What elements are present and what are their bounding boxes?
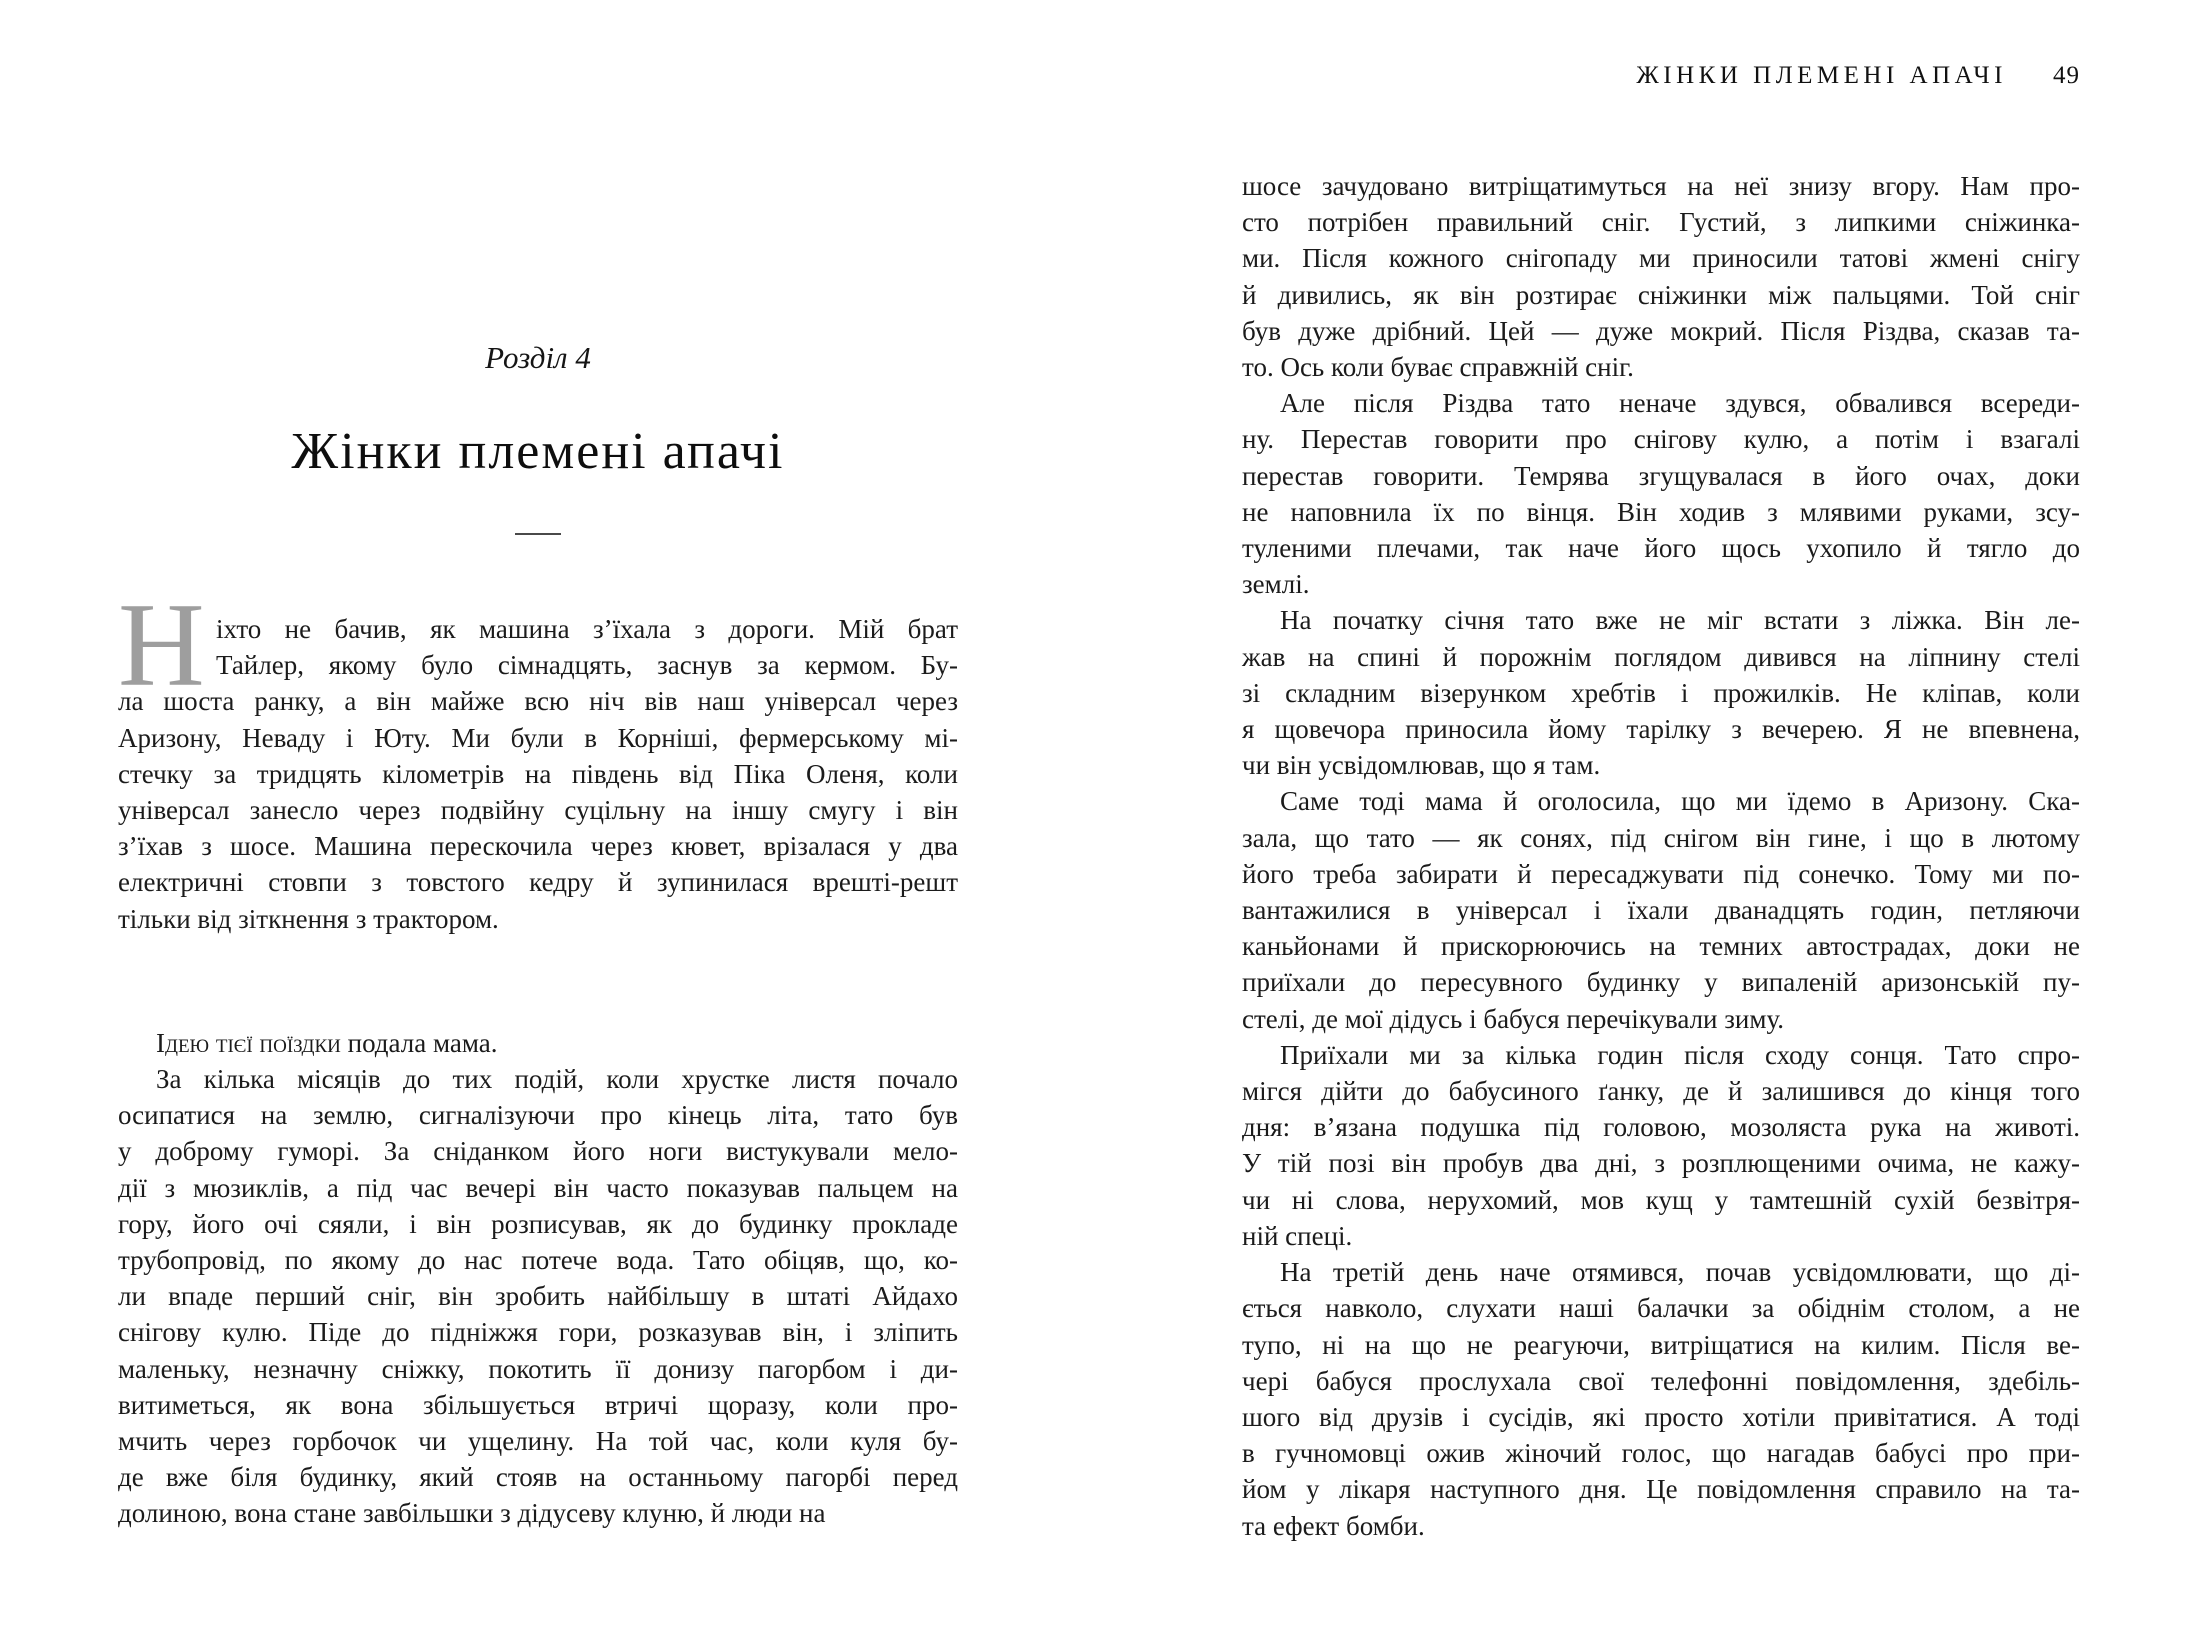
- text-line: жав на спині й порожнім поглядом дивився на ліпнину стелі: [1242, 641, 2080, 672]
- body-paragraph: [1242, 385, 2080, 602]
- text-line: маленьку, незначну сніжку, покотить її донизу пагорбом і ди-: [118, 1353, 958, 1384]
- text-line: чи ні слова, нерухомий, мов кущ у тамтешній сухій безвітря-: [1242, 1184, 2080, 1215]
- text-line: гору, його очі сяяли, і він розписував, як до будинку прокладе: [118, 1208, 958, 1239]
- text-line: чи він усвідомлював, що я там.: [1242, 750, 1601, 781]
- text-line: тупо, ні на що не реагуючи, витріщатися на килим. Після ве-: [1242, 1329, 2080, 1360]
- text-line: мігся дійти до бабусиного ґанку, де й залишився до кінця того: [1242, 1076, 2080, 1107]
- left-body-text: [118, 578, 958, 1532]
- text-line: перестав говорити. Темрява згущувалася в його очах, доки: [1242, 460, 2080, 491]
- text-line: у доброму гуморі. За сніданком його ноги вистукували мело-: [118, 1136, 958, 1167]
- text-line: стелі, де мої дідусь і бабуся перечікували зиму.: [1242, 1003, 1785, 1034]
- text-line: сто потрібен правильний сніг. Густий, з липкими сніжинка-: [1242, 207, 2080, 238]
- text-line: шосе зачудовано витріщатимуться на неї знизу вгору. Нам про-: [1242, 171, 2080, 201]
- body-paragraph: [1242, 168, 2080, 385]
- text-line: був дуже дрібний. Цей — дуже мокрий. Після Різдва, сказав та-: [1242, 315, 2080, 346]
- text-line: де вже біля будинку, який стояв на останньому пагорбі перед: [118, 1462, 958, 1493]
- body-paragraph: [1242, 783, 2080, 1036]
- chapter-title: Жінки племені апачі: [291, 423, 785, 480]
- text-line: універсал занесло через подвійну суцільну на іншу смугу і він: [118, 795, 958, 826]
- text-line: каньйонами й прискорюючись на темних автострадах, доки не: [1242, 931, 2080, 962]
- text-line: За кілька місяців до тих подій, коли хрустке листя почало: [156, 1064, 958, 1095]
- text-line: землі.: [1242, 569, 1310, 600]
- body-paragraph: [1242, 1037, 2080, 1254]
- left-page: [118, 0, 958, 1532]
- text-line: туленими плечами, так наче його щось ухопило й тягло до: [1242, 533, 2080, 564]
- chapter-label: Розділ 4: [485, 340, 591, 375]
- running-title: ЖІНКИ ПЛЕМЕНІ АПАЧІ: [1636, 62, 2007, 89]
- text-line: На початку січня тато вже не міг встати з ліжка. Він ле-: [1280, 605, 2080, 636]
- text-line: дії з мюзиклів, а під час вечері він часто показував пальцем на: [118, 1172, 958, 1203]
- text-line: У тій позі він пробув два дні, з розплющеними очима, не кажу-: [1242, 1148, 2080, 1179]
- text-line: ється навколо, слухати наші балачки за обіднім столом, а не: [1242, 1293, 2080, 1324]
- text-line: й дивились, як він розтирає сніжинки між пальцями. Той сніг: [1242, 279, 2080, 310]
- text-line: [118, 1025, 958, 1061]
- text-line: Але після Різдва тато неначе здувся, обвалився всереди-: [1280, 388, 2080, 419]
- text-line: Аризону, Неваду і Юту. Ми були в Корніші, фермерському мі-: [118, 722, 958, 753]
- text-line: приїхали до пересувного будинку у випаленій аризонській пу-: [1242, 967, 2080, 998]
- right-page: [1242, 168, 2080, 1544]
- text-line: чері бабуся прослухала свої телефонні повідомлення, здебіль-: [1242, 1365, 2080, 1396]
- page-number: 49: [2053, 62, 2080, 89]
- opening-paragraph: [118, 578, 958, 937]
- text-line: з’їхав з шосе. Машина перескочила через кювет, врізалася у два: [118, 831, 958, 862]
- text-line: Саме тоді мама й оголосила, що ми їдемо в Аризону. Ска-: [1280, 786, 2080, 817]
- smallcaps-opener: Ідею тієї поїздки: [156, 1027, 341, 1058]
- text-line: осипатися на землю, сигналізуючи про кінець літа, тато був: [118, 1100, 958, 1131]
- text-line: На третій день наче отямився, почав усвідомлювати, що ді-: [1280, 1257, 2080, 1288]
- text-line: витиметься, як вона збільшується втричі щоразу, коли про-: [118, 1389, 958, 1420]
- text-line: дня: в’язана подушка під головою, мозоляста рука на животі.: [1242, 1112, 2080, 1143]
- text-line: ми. Після кожного снігопаду ми приносили татові жмені снігу: [1242, 243, 2080, 274]
- body-paragraph: [1242, 1254, 2080, 1544]
- text-line: іхто не бачив, як машина з’їхала з дороги. Мій брат: [216, 614, 958, 644]
- body-paragraph: [118, 1061, 958, 1532]
- text-line: електричні стовпи з товстого кедру й зупинилася врешті-решт: [118, 867, 958, 898]
- text-line: його треба забирати й пересаджувати під сонечко. Тому ми по-: [1242, 858, 2080, 889]
- text-line: зі складним візерунком хребтів і прожилків. Не кліпав, коли: [1242, 677, 2080, 708]
- text-line: я щовечора приносила йому тарілку з вечерею. Я не впевнена,: [1242, 714, 2080, 745]
- text-line: в гучномовці ожив жіночий голос, що нагадав бабусі про при-: [1242, 1438, 2080, 1469]
- body-paragraph: [1242, 602, 2080, 783]
- drop-cap: Н: [118, 578, 205, 711]
- text-line: ній спеці.: [1242, 1220, 1353, 1251]
- text-line: долиною, вона стане завбільшки з дідусеву клуню, й люди на: [118, 1498, 826, 1529]
- section-opener-paragraph: [118, 1025, 958, 1061]
- text-line: не наповнила їх по вінця. Він ходив з млявими руками, зсу-: [1242, 496, 2080, 527]
- text-line: зала, що тато — як сонях, під снігом він гине, і що в лютому: [1242, 822, 2080, 853]
- text-line: трубопровід, по якому до нас потече вода. Тато обіцяв, що, ко-: [118, 1245, 958, 1276]
- text-line: ла шоста ранку, а він майже всю ніч вів наш універсал через: [118, 686, 958, 717]
- text-line: снігову кулю. Піде до підніжжя гори, розказував він, і зліпить: [118, 1317, 958, 1348]
- text-line: вантажилися в універсал і їхали дванадцять годин, петляючи: [1242, 895, 2080, 926]
- title-divider: [515, 533, 561, 535]
- text-line: Приїхали ми за кілька годин після сходу сонця. Тато спро-: [1280, 1039, 2080, 1070]
- text-line: ну. Перестав говорити про снігову кулю, а потім і взагалі: [1242, 424, 2080, 455]
- text-line: шого від друзів і сусідів, які просто хотіли привітатися. А тоді: [1242, 1401, 2080, 1432]
- right-body-text: [1242, 168, 2080, 1544]
- running-header: [1242, 62, 2080, 90]
- text-line: та ефект бомби.: [1242, 1510, 1425, 1541]
- text-line: Тайлер, якому було сімнадцять, заснув за кермом. Бу-: [216, 650, 958, 681]
- text-line: стечку за тридцять кілометрів на південь від Піка Оленя, коли: [118, 758, 958, 789]
- text-line: мчить через горбочок чи ущелину. На той час, коли куля бу-: [118, 1426, 958, 1457]
- text-line: йом у лікаря наступного дня. Це повідомлення справило на та-: [1242, 1474, 2080, 1505]
- opener-rest: подала мама.: [340, 1027, 498, 1058]
- text-line: тільки від зіткнення з трактором.: [118, 903, 499, 934]
- text-line: ли впаде перший сніг, він зробить найбільшу в штаті Айдахо: [118, 1281, 958, 1312]
- text-line: то. Ось коли буває справжній сніг.: [1242, 352, 1634, 383]
